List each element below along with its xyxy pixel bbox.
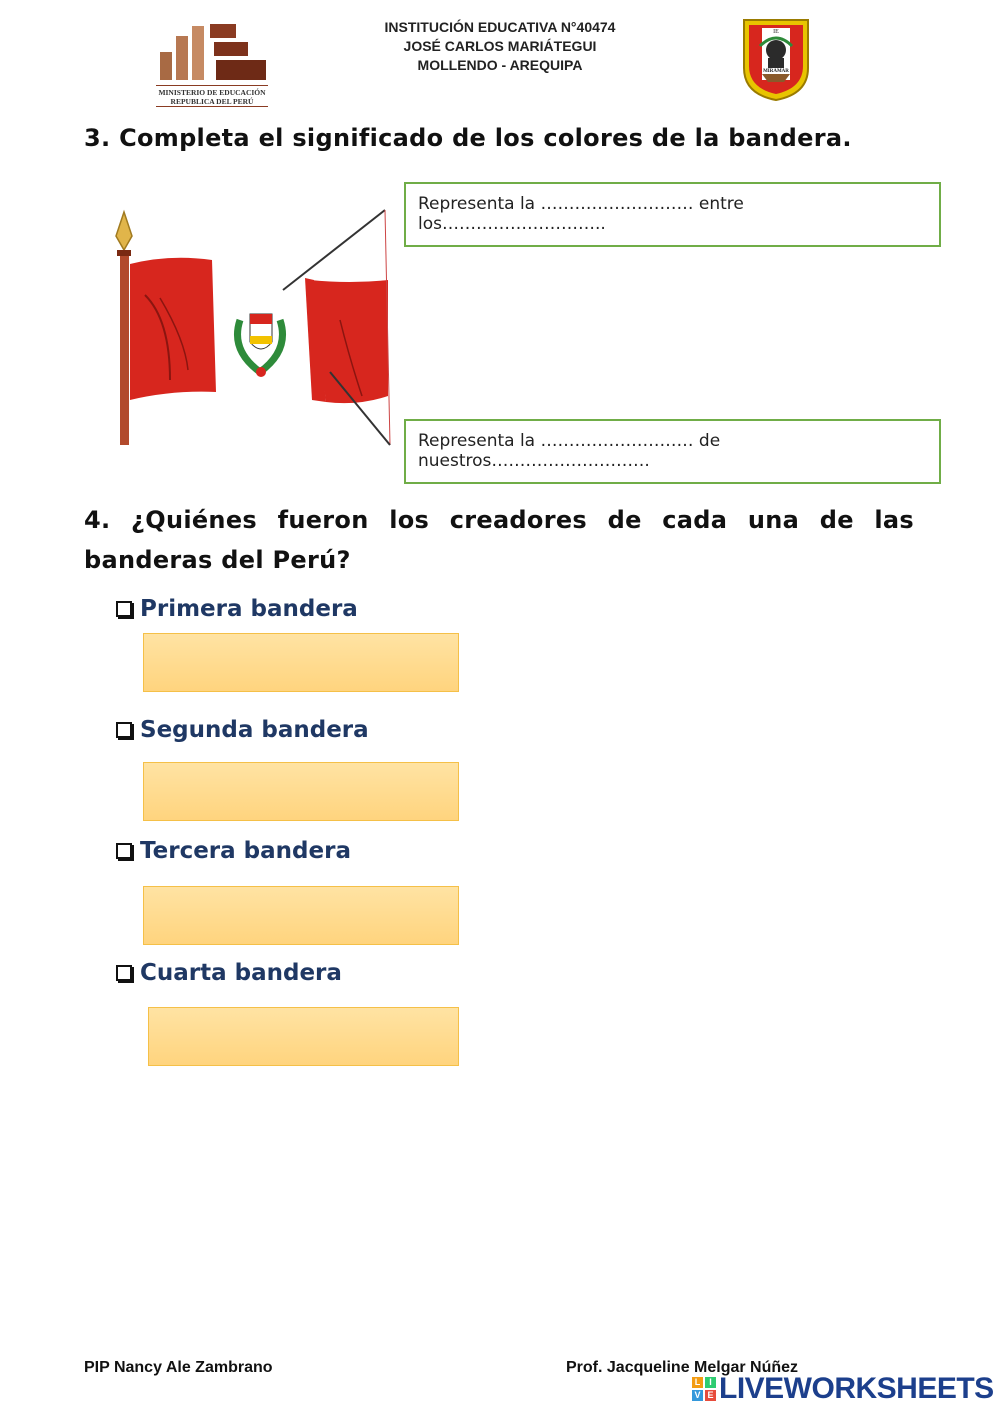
lw-block-v: V xyxy=(692,1390,703,1401)
checkbox-icon xyxy=(116,601,132,617)
lw-block-e: E xyxy=(705,1390,716,1401)
item-label: Primera bandera xyxy=(140,596,358,622)
question-4-heading: 4. ¿Quiénes fueron los creadores de cada una de las banderas del Perú? xyxy=(84,506,914,574)
lw-block-i: I xyxy=(705,1377,716,1388)
white-meaning-text: Representa la ……………………… de nuestros………………………. xyxy=(418,431,721,471)
crest-bottom-text: MIRAMAR xyxy=(763,69,789,74)
ministry-bars-icon xyxy=(156,22,268,84)
item-primera-bandera xyxy=(116,596,358,622)
checkbox-icon xyxy=(116,965,132,981)
item-label: Cuarta bandera xyxy=(140,960,342,986)
checkbox-icon xyxy=(116,843,132,859)
flag-pole-tip-icon xyxy=(116,212,132,250)
school-name-line2: JOSÉ CARLOS MARIÁTEGUI xyxy=(403,38,597,54)
liveworksheets-logo[interactable] xyxy=(692,1374,994,1404)
school-name-line1: INSTITUCIÓN EDUCATIVA N°40474 xyxy=(384,19,616,35)
liveworksheets-wordmark: LIVEWORKSHEETS xyxy=(719,1372,994,1405)
crest-top-text: IE xyxy=(773,29,779,35)
checkbox-icon xyxy=(116,722,132,738)
lw-block-l: L xyxy=(692,1377,703,1388)
answer-field-segunda[interactable] xyxy=(143,762,459,821)
item-label: Segunda bandera xyxy=(140,717,369,743)
answer-field-cuarta[interactable] xyxy=(148,1007,459,1066)
ministry-label-line2: REPUBLICA DEL PERÚ xyxy=(170,97,254,106)
ministry-label-line1: MINISTERIO DE EDUCACIÓN xyxy=(158,88,266,97)
item-cuarta-bandera xyxy=(116,960,342,986)
peru-flag-illustration xyxy=(100,200,395,455)
question-3-heading: 3. Completa el significado de los colores de la bandera. xyxy=(84,124,852,152)
answer-field-tercera[interactable] xyxy=(143,886,459,945)
school-name-line3: MOLLENDO - AREQUIPA xyxy=(417,57,583,73)
item-segunda-bandera xyxy=(116,717,369,743)
red-meaning-text: Representa la ……………………… entre los……………………….. xyxy=(418,194,744,234)
footer-author-left: PIP Nancy Ale Zambrano xyxy=(84,1359,273,1376)
item-label: Tercera bandera xyxy=(140,838,351,864)
red-meaning-box xyxy=(404,182,941,247)
answer-field-primera[interactable] xyxy=(143,633,459,692)
school-header xyxy=(330,18,670,75)
school-crest-icon xyxy=(740,16,812,102)
ministry-logo xyxy=(156,22,268,108)
footer-author-right: Prof. Jacqueline Melgar Núñez xyxy=(566,1359,799,1376)
item-tercera-bandera xyxy=(116,838,351,864)
liveworksheets-blocks-icon xyxy=(692,1377,716,1401)
white-meaning-box xyxy=(404,419,941,484)
